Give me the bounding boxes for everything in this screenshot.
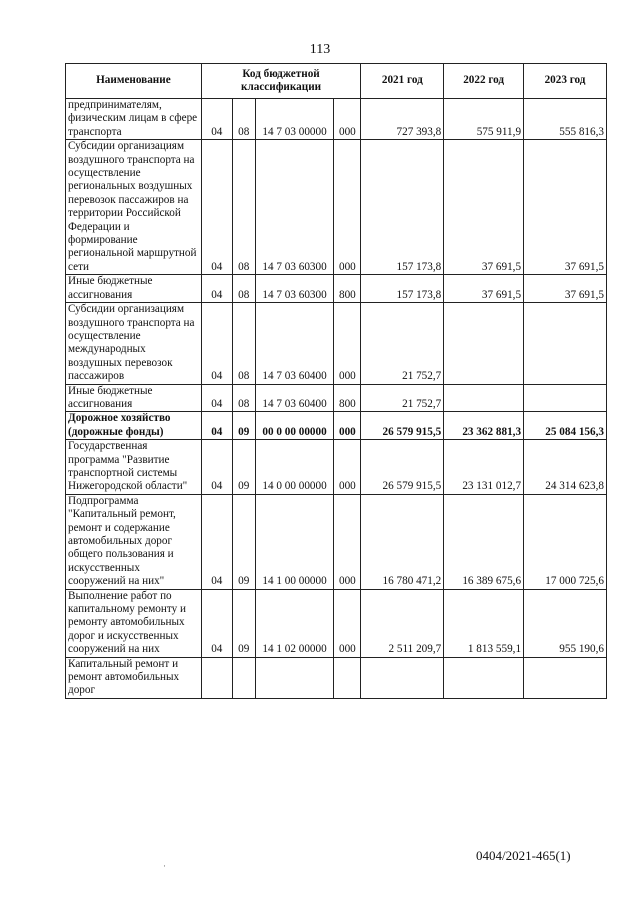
- row-value-2023: 24 314 623,8: [524, 440, 607, 495]
- row-code-type: 800: [334, 384, 361, 412]
- row-name: Субсидии организациям воздушного транспорта на осуществление региональных воздушных перевозок пассажиров на территории Российской Федерации и формирование региональной маршрутной сети: [66, 140, 202, 275]
- row-name: Подпрограмма "Капитальный ремонт, ремонт и содержание автомобильных дорог общего пользования и искусственных сооружений на них": [66, 494, 202, 589]
- row-code-subsection: 08: [232, 140, 255, 275]
- table-row: [66, 140, 607, 275]
- row-code-type: 000: [334, 589, 361, 657]
- row-code-section: 04: [201, 412, 232, 440]
- row-code-section: 04: [201, 440, 232, 495]
- row-code-target: 00 0 00 00000: [255, 412, 334, 440]
- row-code-subsection: 09: [232, 589, 255, 657]
- row-value-2023: [524, 384, 607, 412]
- row-value-2022: 37 691,5: [444, 275, 524, 303]
- row-code-section: 04: [201, 589, 232, 657]
- row-value-2023: 955 190,6: [524, 589, 607, 657]
- row-code-subsection: 09: [232, 494, 255, 589]
- table-row: [66, 440, 607, 495]
- row-value-2023: 555 816,3: [524, 99, 607, 140]
- row-code-target: 14 7 03 60400: [255, 384, 334, 412]
- row-code-target: 14 7 03 60400: [255, 303, 334, 384]
- row-value-2022: [444, 303, 524, 384]
- row-value-2021: 26 579 915,5: [361, 412, 444, 440]
- row-value-2021: 157 173,8: [361, 275, 444, 303]
- row-code-type: 000: [334, 303, 361, 384]
- row-code-target: 14 7 03 60300: [255, 140, 334, 275]
- document-code: 0404/2021-465(1): [476, 848, 571, 863]
- row-name: Выполнение работ по капитальному ремонту и ремонту автомобильных дорог и искусственных сооружений на них: [66, 589, 202, 657]
- row-code-type: 000: [334, 99, 361, 140]
- row-value-2023: 37 691,5: [524, 140, 607, 275]
- row-code-target: 14 7 03 60300: [255, 275, 334, 303]
- row-code-target: 14 1 00 00000: [255, 494, 334, 589]
- row-name: Иные бюджетные ассигнования: [66, 275, 202, 303]
- row-code-type: 000: [334, 440, 361, 495]
- table-row: [66, 99, 607, 140]
- table-row: [66, 589, 607, 657]
- table-row: [66, 494, 607, 589]
- row-name: Субсидии организациям воздушного транспорта на осуществление международных воздушных перевозок пассажиров: [66, 303, 202, 384]
- header-2023: 2023 год: [524, 64, 607, 99]
- row-value-2022: 37 691,5: [444, 140, 524, 275]
- row-code-section: [201, 657, 232, 698]
- row-value-2023: [524, 657, 607, 698]
- row-value-2023: 25 084 156,3: [524, 412, 607, 440]
- header-name: Наименование: [66, 64, 202, 99]
- row-code-target: 14 1 02 00000: [255, 589, 334, 657]
- row-code-subsection: 08: [232, 99, 255, 140]
- row-code-type: [334, 657, 361, 698]
- row-value-2021: 157 173,8: [361, 140, 444, 275]
- row-code-type: 800: [334, 275, 361, 303]
- row-code-target: 14 0 00 00000: [255, 440, 334, 495]
- row-code-section: 04: [201, 384, 232, 412]
- table-header-row: [66, 64, 607, 99]
- row-code-subsection: 08: [232, 275, 255, 303]
- row-code-subsection: 08: [232, 303, 255, 384]
- row-code-section: 04: [201, 494, 232, 589]
- table-row: [66, 303, 607, 384]
- row-code-subsection: [232, 657, 255, 698]
- row-value-2021: 2 511 209,7: [361, 589, 444, 657]
- row-code-type: 000: [334, 140, 361, 275]
- table-row: [66, 384, 607, 412]
- row-code-type: 000: [334, 412, 361, 440]
- page-number: 113: [309, 42, 331, 57]
- row-value-2022: 1 813 559,1: [444, 589, 524, 657]
- row-code-target: 14 7 03 00000: [255, 99, 334, 140]
- table-row: [66, 412, 607, 440]
- header-code: Код бюджетной классификации: [201, 64, 361, 99]
- row-code-subsection: 09: [232, 412, 255, 440]
- row-value-2022: 16 389 675,6: [444, 494, 524, 589]
- header-2022: 2022 год: [444, 64, 524, 99]
- table-row: [66, 275, 607, 303]
- budget-table: [65, 63, 607, 699]
- row-value-2022: [444, 657, 524, 698]
- row-code-section: 04: [201, 99, 232, 140]
- scan-mark: ·: [163, 861, 166, 871]
- table-row: [66, 657, 607, 698]
- row-value-2022: 575 911,9: [444, 99, 524, 140]
- row-name: Капитальный ремонт и ремонт автомобильных дорог: [66, 657, 202, 698]
- row-code-subsection: 09: [232, 440, 255, 495]
- row-name: Дорожное хозяйство (дорожные фонды): [66, 412, 202, 440]
- header-2021: 2021 год: [361, 64, 444, 99]
- row-value-2023: 17 000 725,6: [524, 494, 607, 589]
- row-value-2021: [361, 657, 444, 698]
- row-code-type: 000: [334, 494, 361, 589]
- row-value-2021: 727 393,8: [361, 99, 444, 140]
- row-code-target: [255, 657, 334, 698]
- row-value-2021: 21 752,7: [361, 303, 444, 384]
- row-value-2022: [444, 384, 524, 412]
- row-value-2022: 23 131 012,7: [444, 440, 524, 495]
- row-code-section: 04: [201, 140, 232, 275]
- row-name: Государственная программа "Развитие транспортной системы Нижегородской области": [66, 440, 202, 495]
- row-value-2022: 23 362 881,3: [444, 412, 524, 440]
- row-value-2021: 21 752,7: [361, 384, 444, 412]
- row-value-2023: 37 691,5: [524, 275, 607, 303]
- row-value-2021: 16 780 471,2: [361, 494, 444, 589]
- row-name: Иные бюджетные ассигнования: [66, 384, 202, 412]
- row-value-2023: [524, 303, 607, 384]
- row-code-section: 04: [201, 303, 232, 384]
- row-value-2021: 26 579 915,5: [361, 440, 444, 495]
- row-name: предпринимателям, физическим лицам в сфере транспорта: [66, 99, 202, 140]
- row-code-subsection: 08: [232, 384, 255, 412]
- row-code-section: 04: [201, 275, 232, 303]
